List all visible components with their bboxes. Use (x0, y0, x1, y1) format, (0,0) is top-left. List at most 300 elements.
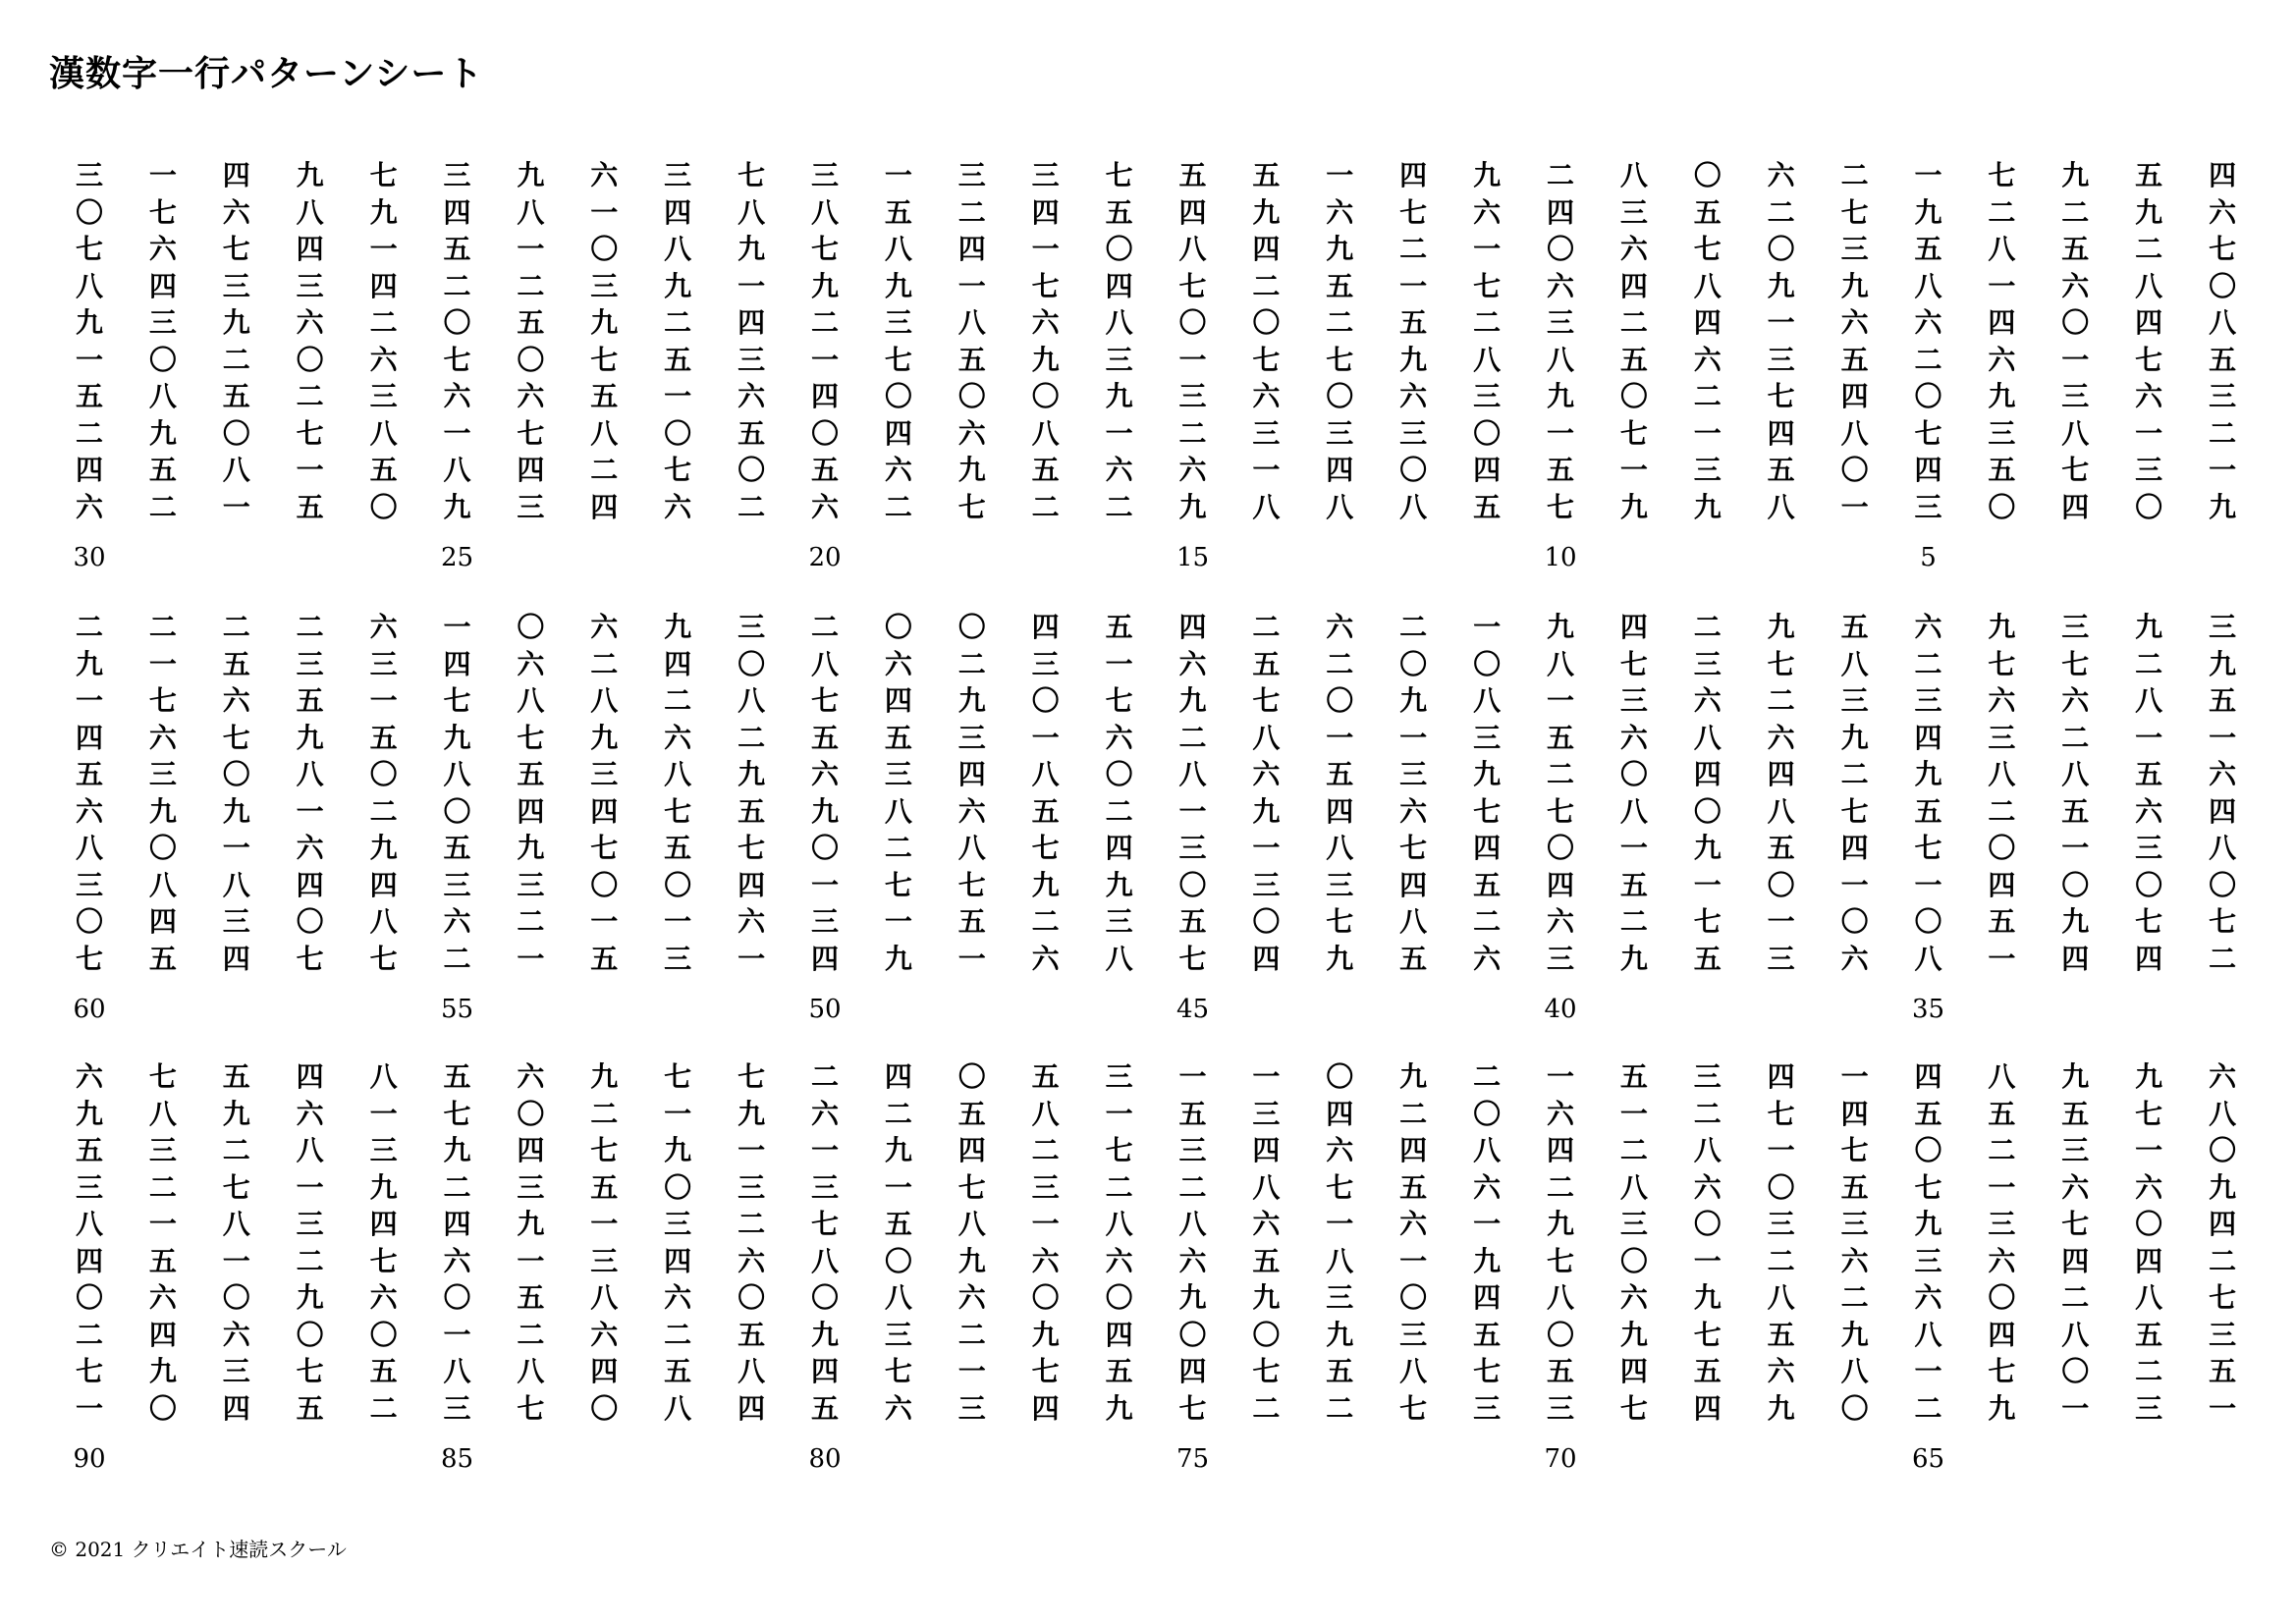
kanji-digit: 三 (1326, 416, 1354, 450)
kanji-digit: 九 (1326, 942, 1354, 975)
kanji-digit: 五 (369, 1355, 398, 1387)
kanji-digit: 四 (738, 1391, 766, 1425)
pattern-column (1831, 157, 1880, 525)
kanji-digit: 三 (369, 647, 398, 680)
kanji-digit: 一 (1914, 868, 1942, 901)
pattern-column (1315, 609, 1364, 977)
kanji-digit: 三 (1988, 416, 2016, 450)
kanji-digit: 六 (2209, 195, 2237, 229)
kanji-digit: 五 (1252, 1244, 1281, 1277)
kanji-digit: 五 (884, 1208, 912, 1240)
kanji-digit: 三 (222, 269, 250, 302)
kanji-digit: 八 (2135, 1281, 2163, 1314)
kanji-digit: 五 (296, 684, 324, 717)
kanji-digit: 一 (443, 416, 471, 450)
kanji-digit: 五 (1399, 1170, 1428, 1204)
kanji-digit: 八 (369, 905, 398, 938)
kanji-digit: 〇 (1546, 832, 1574, 864)
kanji-digit: 二 (738, 490, 766, 523)
kanji-digit: 六 (296, 832, 324, 864)
kanji-digit: 五 (1546, 454, 1574, 486)
kanji-digit: 九 (1252, 195, 1281, 229)
kanji-digit: 八 (884, 1281, 912, 1314)
pattern-column (2050, 609, 2100, 977)
column-number-label: 10 (1544, 543, 1577, 572)
kanji-digit: 〇 (1840, 1391, 1869, 1425)
kanji-digit: 六 (884, 454, 912, 486)
pattern-column (1757, 157, 1806, 525)
kanji-digit: 七 (2135, 905, 2163, 938)
kanji-digit: 二 (664, 684, 692, 717)
kanji-digit: 三 (1326, 1281, 1354, 1314)
kanji-digit: 六 (1473, 195, 1502, 229)
kanji-digit: 〇 (1546, 233, 1574, 265)
kanji-digit: 二 (590, 647, 619, 680)
pattern-column (1977, 157, 2026, 525)
kanji-digit: 六 (296, 306, 324, 339)
kanji-digit: 五 (443, 233, 471, 265)
kanji-digit: 〇 (222, 416, 250, 450)
kanji-digit: 八 (1693, 1134, 1722, 1166)
kanji-digit: 〇 (810, 832, 839, 864)
kanji-digit: 〇 (2135, 1208, 2163, 1240)
kanji-digit: 八 (1840, 647, 1869, 680)
kanji-digit: 七 (1252, 343, 1281, 376)
kanji-digit: 八 (1326, 1244, 1354, 1277)
pattern-column (1610, 609, 1659, 977)
kanji-digit: 二 (1473, 905, 1502, 938)
kanji-digit: 四 (369, 868, 398, 901)
kanji-digit: 八 (1252, 721, 1281, 754)
kanji-digit: 二 (2061, 195, 2090, 229)
kanji-digit: 九 (1619, 490, 1648, 523)
kanji-digit: 二 (2135, 647, 2163, 680)
kanji-digit: 一 (1546, 1060, 1574, 1093)
kanji-digit: 二 (369, 306, 398, 339)
kanji-digit: 六 (517, 1060, 545, 1093)
pattern-column (286, 1058, 335, 1427)
kanji-digit: 三 (2061, 1134, 2090, 1166)
kanji-digit: 八 (148, 868, 177, 901)
kanji-digit: 七 (148, 684, 177, 717)
pattern-column (1241, 1058, 1290, 1427)
kanji-digit: 九 (369, 195, 398, 229)
kanji-digit: 二 (1105, 1170, 1133, 1204)
kanji-digit: 〇 (590, 233, 619, 265)
kanji-digit: 〇 (2061, 868, 2090, 901)
kanji-digit: 九 (1473, 1244, 1502, 1277)
kanji-digit: 三 (590, 1244, 619, 1277)
kanji-digit: 七 (738, 1060, 766, 1093)
kanji-digit: 六 (369, 1281, 398, 1314)
pattern-column (2050, 1058, 2100, 1427)
kanji-digit: 五 (75, 1134, 103, 1166)
kanji-digit: 三 (75, 159, 103, 191)
kanji-digit: 三 (517, 490, 545, 523)
kanji-digit: 一 (2209, 721, 2237, 754)
pattern-column (1315, 1058, 1364, 1427)
kanji-digit: 八 (1546, 1281, 1574, 1314)
kanji-digit: 〇 (1178, 306, 1207, 339)
kanji-digit: 八 (1619, 794, 1648, 828)
kanji-digit: 二 (810, 1060, 839, 1093)
pattern-column (359, 157, 409, 525)
kanji-digit: 三 (148, 306, 177, 339)
kanji-digit: 八 (590, 416, 619, 450)
kanji-digit: 三 (1031, 159, 1060, 191)
kanji-digit: 九 (222, 1097, 250, 1130)
kanji-digit: 〇 (1252, 1318, 1281, 1351)
kanji-digit: 二 (222, 343, 250, 376)
kanji-digit: 〇 (1840, 905, 1869, 938)
kanji-digit: 四 (2135, 1244, 2163, 1277)
kanji-digit: 五 (1619, 1060, 1648, 1093)
kanji-digit: 三 (148, 1134, 177, 1166)
kanji-digit: 二 (957, 647, 986, 680)
kanji-digit: 九 (1914, 1208, 1942, 1240)
kanji-digit: 二 (75, 416, 103, 450)
kanji-digit: 五 (884, 195, 912, 229)
kanji-digit: 八 (2209, 306, 2237, 339)
kanji-digit: 〇 (1473, 647, 1502, 680)
column-number-label: 65 (1911, 1444, 1945, 1474)
column-number-label: 15 (1175, 543, 1210, 572)
kanji-digit: 一 (810, 868, 839, 901)
copyright-footer: © 2021 クリエイト速読スクール (49, 1538, 347, 1561)
column-number-label: 45 (1175, 995, 1210, 1024)
kanji-digit: 〇 (517, 611, 545, 643)
kanji-digit: 〇 (2061, 1355, 2090, 1387)
kanji-digit: 一 (443, 1318, 471, 1351)
kanji-digit: 七 (1252, 684, 1281, 717)
kanji-digit: 六 (1178, 1244, 1207, 1277)
kanji-digit: 五 (148, 1244, 177, 1277)
kanji-digit: 九 (1546, 611, 1574, 643)
kanji-digit: 二 (1693, 611, 1722, 643)
pattern-column (1021, 1058, 1070, 1427)
kanji-digit: 七 (1619, 416, 1648, 450)
kanji-digit: 四 (664, 195, 692, 229)
kanji-digit: 五 (1178, 905, 1207, 938)
kanji-digit: 二 (517, 1318, 545, 1351)
kanji-digit: 三 (1399, 758, 1428, 790)
kanji-digit: 九 (1988, 611, 2016, 643)
kanji-digit: 一 (222, 832, 250, 864)
kanji-digit: 八 (1693, 269, 1722, 302)
kanji-digit: 三 (1840, 684, 1869, 717)
kanji-digit: 七 (443, 684, 471, 717)
kanji-digit: 二 (1399, 233, 1428, 265)
kanji-digit: 五 (2061, 233, 2090, 265)
kanji-digit: 八 (1914, 942, 1942, 975)
pattern-column (1462, 609, 1511, 977)
kanji-digit: 八 (1767, 1281, 1795, 1314)
kanji-digit: 〇 (738, 1281, 766, 1314)
kanji-digit: 八 (664, 1391, 692, 1425)
kanji-digit: 七 (2061, 647, 2090, 680)
kanji-digit: 九 (957, 684, 986, 717)
kanji-digit: 〇 (1914, 1134, 1942, 1166)
kanji-digit: 七 (590, 832, 619, 864)
kanji-digit: 四 (1914, 454, 1942, 486)
kanji-digit: 九 (517, 1208, 545, 1240)
kanji-digit: 七 (517, 416, 545, 450)
kanji-digit: 八 (1767, 794, 1795, 828)
kanji-digit: 六 (2061, 1170, 2090, 1204)
kanji-digit: 七 (1767, 380, 1795, 412)
kanji-digit: 二 (1546, 1170, 1574, 1204)
kanji-digit: 七 (443, 1097, 471, 1130)
kanji-digit: 三 (810, 1170, 839, 1204)
kanji-digit: 六 (1619, 233, 1648, 265)
kanji-digit: 〇 (664, 1170, 692, 1204)
pattern-column (1095, 609, 1144, 977)
kanji-digit: 七 (2061, 454, 2090, 486)
kanji-digit: 八 (148, 380, 177, 412)
kanji-digit: 七 (1105, 684, 1133, 717)
kanji-digit: 八 (957, 832, 986, 864)
column-number-label: 40 (1544, 995, 1577, 1024)
kanji-digit: 二 (2061, 721, 2090, 754)
kanji-digit: 九 (2135, 1060, 2163, 1093)
kanji-digit: 一 (738, 942, 766, 975)
kanji-digit: 四 (1767, 758, 1795, 790)
kanji-digit: 三 (75, 868, 103, 901)
pattern-column (433, 609, 482, 977)
kanji-digit: 九 (2209, 647, 2237, 680)
kanji-digit: 一 (1767, 1134, 1795, 1166)
pattern-column (1021, 157, 1070, 525)
kanji-digit: 四 (222, 159, 250, 191)
kanji-digit: 七 (957, 868, 986, 901)
pattern-column (1169, 609, 1218, 977)
kanji-digit: 一 (2135, 1134, 2163, 1166)
kanji-digit: 九 (1840, 1318, 1869, 1351)
kanji-digit: 七 (1693, 233, 1722, 265)
pattern-column (1095, 1058, 1144, 1427)
kanji-digit: 七 (517, 1391, 545, 1425)
kanji-digit: 九 (664, 269, 692, 302)
kanji-digit: 六 (369, 611, 398, 643)
kanji-digit: 二 (1840, 758, 1869, 790)
kanji-digit: 一 (884, 159, 912, 191)
kanji-digit: 三 (443, 868, 471, 901)
kanji-digit: 三 (1840, 1208, 1869, 1240)
kanji-digit: 一 (590, 905, 619, 938)
kanji-digit: 九 (738, 1097, 766, 1130)
kanji-digit: 〇 (884, 611, 912, 643)
kanji-digit: 四 (1767, 1060, 1795, 1093)
kanji-digit: 四 (1988, 306, 2016, 339)
kanji-digit: 八 (884, 233, 912, 265)
kanji-digit: 一 (1988, 1170, 2016, 1204)
kanji-digit: 六 (2209, 758, 2237, 790)
kanji-digit: 四 (369, 269, 398, 302)
kanji-digit: 九 (369, 832, 398, 864)
kanji-digit: 七 (1767, 647, 1795, 680)
kanji-digit: 四 (738, 868, 766, 901)
kanji-digit: 四 (1693, 1391, 1722, 1425)
kanji-digit: 一 (1473, 1208, 1502, 1240)
kanji-digit: 三 (75, 1170, 103, 1204)
pattern-column (579, 157, 629, 525)
kanji-digit: 九 (2061, 159, 2090, 191)
kanji-digit: 〇 (810, 1281, 839, 1314)
kanji-digit: 四 (1399, 1134, 1428, 1166)
kanji-digit: 一 (517, 233, 545, 265)
kanji-digit: 三 (296, 647, 324, 680)
kanji-digit: 三 (664, 1208, 692, 1240)
kanji-digit: 一 (296, 1170, 324, 1204)
pattern-column (65, 609, 114, 977)
pattern-column (359, 1058, 409, 1427)
kanji-digit: 八 (1988, 1060, 2016, 1093)
kanji-digit: 七 (957, 1170, 986, 1204)
kanji-digit: 三 (443, 1391, 471, 1425)
kanji-digit: 四 (296, 1060, 324, 1093)
kanji-digit: 五 (1326, 758, 1354, 790)
kanji-digit: 一 (1619, 1097, 1648, 1130)
kanji-digit: 五 (1914, 1097, 1942, 1130)
kanji-digit: 〇 (1031, 380, 1060, 412)
kanji-digit: 五 (1988, 1097, 2016, 1130)
kanji-digit: 三 (1914, 684, 1942, 717)
kanji-digit: 六 (1767, 721, 1795, 754)
kanji-digit: 〇 (2135, 868, 2163, 901)
kanji-digit: 三 (884, 758, 912, 790)
kanji-digit: 五 (738, 416, 766, 450)
kanji-digit: 四 (590, 490, 619, 523)
kanji-digit: 五 (810, 1391, 839, 1425)
kanji-digit: 九 (1031, 343, 1060, 376)
pattern-column (1389, 157, 1438, 525)
kanji-digit: 七 (1105, 1134, 1133, 1166)
kanji-digit: 五 (1178, 1097, 1207, 1130)
kanji-digit: 六 (148, 1281, 177, 1314)
kanji-digit: 〇 (369, 490, 398, 523)
kanji-digit: 五 (1619, 343, 1648, 376)
kanji-digit: 一 (1988, 269, 2016, 302)
kanji-digit: 六 (1178, 454, 1207, 486)
kanji-digit: 六 (1252, 758, 1281, 790)
kanji-digit: 一 (296, 454, 324, 486)
pattern-column (727, 609, 776, 977)
kanji-digit: 五 (1840, 1170, 1869, 1204)
kanji-digit: 七 (1326, 343, 1354, 376)
kanji-digit: 二 (1326, 306, 1354, 339)
kanji-digit: 六 (1105, 721, 1133, 754)
kanji-digit: 一 (1105, 1097, 1133, 1130)
kanji-digit: 〇 (1105, 233, 1133, 265)
kanji-digit: 〇 (148, 1391, 177, 1425)
kanji-digit: 一 (75, 684, 103, 717)
kanji-digit: 二 (517, 905, 545, 938)
kanji-digit: 〇 (148, 832, 177, 864)
kanji-digit: 〇 (738, 454, 766, 486)
kanji-digit: 二 (1988, 195, 2016, 229)
kanji-digit: 〇 (2209, 868, 2237, 901)
kanji-digit: 四 (2061, 490, 2090, 523)
kanji-digit: 八 (1473, 343, 1502, 376)
kanji-digit: 六 (738, 1244, 766, 1277)
kanji-digit: 三 (1252, 416, 1281, 450)
kanji-digit: 一 (1252, 1060, 1281, 1093)
kanji-digit: 二 (2135, 233, 2163, 265)
kanji-digit: 四 (1105, 269, 1133, 302)
kanji-digit: 六 (1840, 1244, 1869, 1277)
kanji-digit: 八 (1399, 1355, 1428, 1387)
kanji-digit: 〇 (957, 1060, 986, 1093)
kanji-digit: 九 (590, 1060, 619, 1093)
kanji-digit: 四 (1840, 1097, 1869, 1130)
kanji-digit: 〇 (664, 416, 692, 450)
kanji-digit: 四 (1105, 1318, 1133, 1351)
kanji-digit: 九 (369, 1170, 398, 1204)
kanji-digit: 〇 (2209, 269, 2237, 302)
kanji-digit: 三 (517, 1170, 545, 1204)
kanji-digit: 七 (957, 490, 986, 523)
kanji-digit: 七 (1473, 1355, 1502, 1387)
kanji-digit: 七 (884, 1355, 912, 1387)
kanji-digit: 〇 (957, 380, 986, 412)
kanji-digit: 七 (1031, 269, 1060, 302)
kanji-digit: 五 (1473, 868, 1502, 901)
pattern-column (1169, 157, 1218, 525)
kanji-digit: 四 (222, 1391, 250, 1425)
pattern-column (874, 157, 923, 525)
kanji-digit: 一 (810, 1134, 839, 1166)
kanji-digit: 四 (1914, 721, 1942, 754)
kanji-digit: 〇 (884, 1244, 912, 1277)
kanji-digit: 七 (1988, 647, 2016, 680)
kanji-digit: 一 (443, 611, 471, 643)
kanji-digit: 九 (738, 233, 766, 265)
pattern-column (2050, 157, 2100, 525)
column-number-label: 90 (73, 1444, 106, 1474)
kanji-digit: 二 (738, 1208, 766, 1240)
kanji-digit: 四 (2061, 1244, 2090, 1277)
kanji-digit: 一 (957, 1355, 986, 1387)
kanji-digit: 四 (2061, 942, 2090, 975)
kanji-digit: 二 (1105, 794, 1133, 828)
kanji-digit: 七 (1546, 1244, 1574, 1277)
kanji-digit: 三 (1767, 343, 1795, 376)
kanji-digit: 四 (590, 794, 619, 828)
pattern-column (286, 609, 335, 977)
kanji-digit: 四 (1399, 159, 1428, 191)
kanji-digit: 六 (1619, 721, 1648, 754)
kanji-digit: 二 (1031, 905, 1060, 938)
kanji-digit: 一 (1546, 416, 1574, 450)
kanji-digit: 三 (957, 721, 986, 754)
kanji-digit: 九 (2061, 905, 2090, 938)
pattern-column (2124, 609, 2173, 977)
kanji-digit: 二 (296, 1244, 324, 1277)
kanji-digit: 六 (1326, 1134, 1354, 1166)
kanji-digit: 四 (738, 306, 766, 339)
kanji-digit: 六 (1105, 1244, 1133, 1277)
kanji-digit: 五 (75, 758, 103, 790)
kanji-digit: 六 (590, 611, 619, 643)
kanji-digit: 七 (1031, 1355, 1060, 1387)
kanji-digit: 七 (810, 1208, 839, 1240)
kanji-digit: 五 (443, 832, 471, 864)
kanji-digit: 〇 (1399, 647, 1428, 680)
kanji-digit: 三 (1619, 684, 1648, 717)
kanji-digit: 七 (443, 343, 471, 376)
kanji-digit: 五 (738, 794, 766, 828)
kanji-digit: 八 (369, 416, 398, 450)
